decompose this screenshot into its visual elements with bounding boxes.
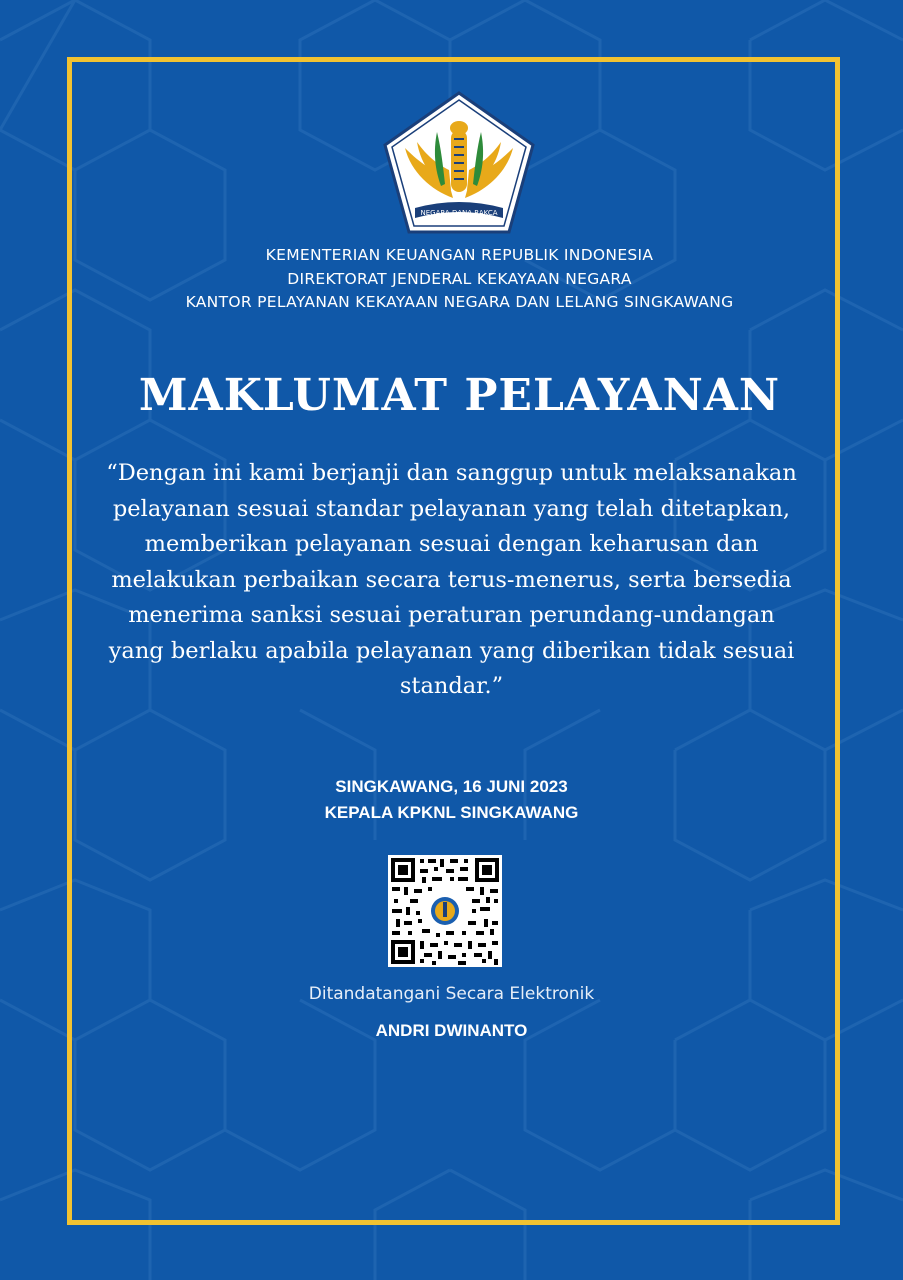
ministry-name: KEMENTERIAN KEUANGAN REPUBLIK INDONESIA — [265, 246, 654, 264]
place-date: SINGKAWANG, 16 JUNI 2023 — [335, 777, 568, 796]
office-name: KANTOR PELAYANAN KEKAYAAN NEGARA DAN LELANG SINGKAWANG — [185, 293, 734, 311]
service-pledge-text: “Dengan ini kami berjanji dan sanggup untuk melaksanakan pelayanan sesuai standar pelayanan yang telah ditetapkan, memberikan pelayanan sesuai dengan keharusan dan melakukan perbaikan secara terus-menerus, serta bersedia menerima sanksi sesuai peraturan perundang-undangan yang berlaku apabila pelayanan yang diberikan tidak sesuai standar.” — [106, 460, 797, 699]
signer-name: ANDRI DWINANTO — [375, 1021, 528, 1040]
directorate-name: DIREKTORAT JENDERAL KEKAYAAN NEGARA — [287, 270, 632, 288]
signer-position: KEPALA KPKNL SINGKAWANG — [324, 803, 579, 822]
emblem-motto: NEGARA DANA RAKCA — [420, 209, 498, 217]
electronic-signature-note: Ditandatangani Secara Elektronik — [308, 984, 595, 1004]
qr-code-icon — [388, 855, 502, 967]
kemenkeu-emblem-icon — [381, 90, 537, 235]
page-title: MAKLUMAT PELAYANAN — [138, 370, 781, 421]
